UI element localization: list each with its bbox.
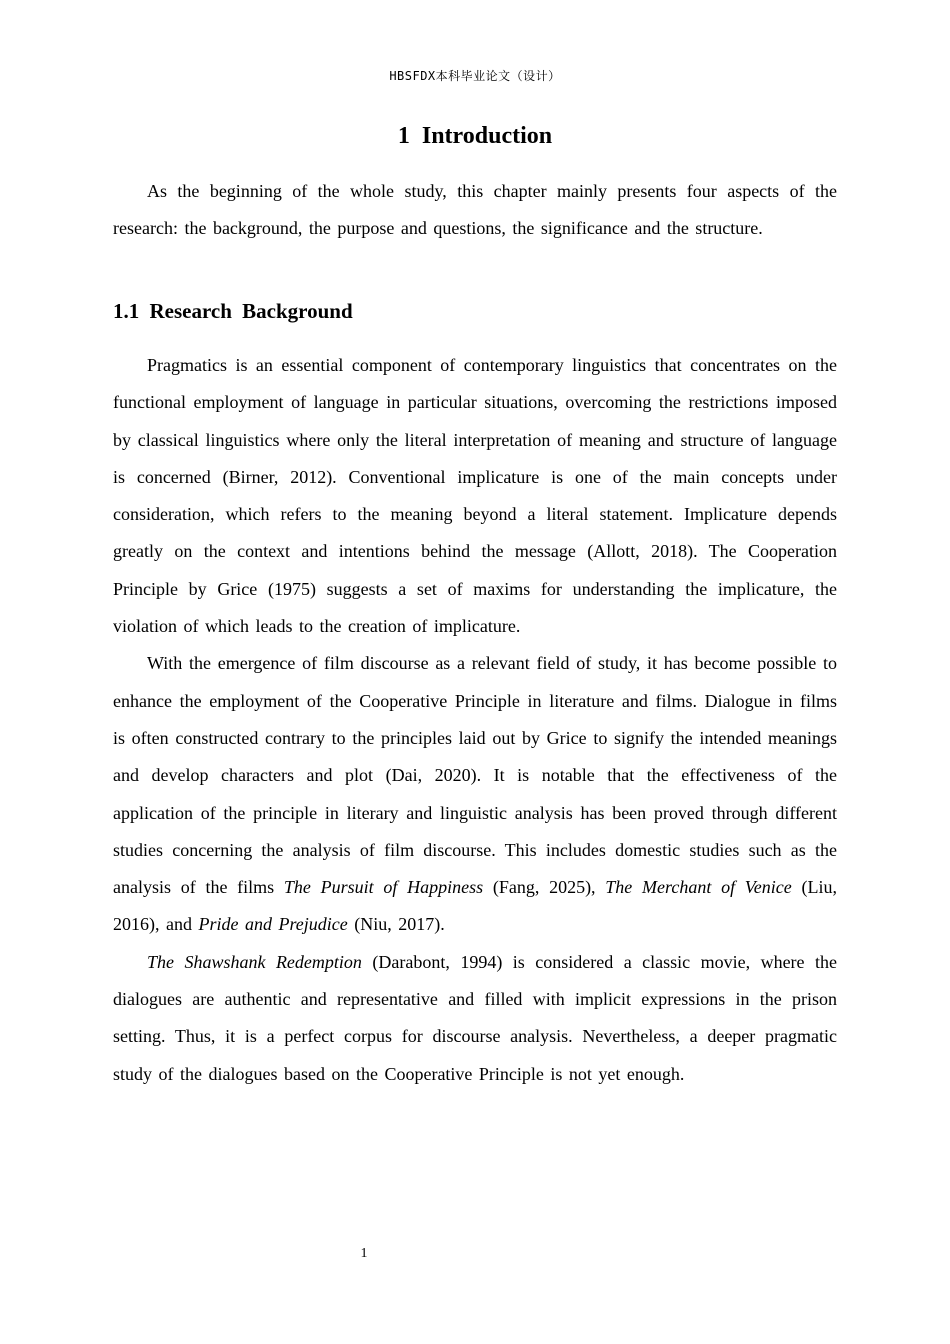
section-body: [113, 347, 837, 1093]
paragraph-text: (Darabont, 1994) is considered a classic movie, where the dialogues are authentic and representative and filled with implicit expressions in the prison setting. Thus, it is a perfect corpus for discourse analysis. Nevertheless, a deeper pragmatic study of the dialogues based on the Cooperative Principle is not yet enough.: [113, 951, 837, 1084]
body-paragraph-1: Pragmatics is an essential component of contemporary linguistics that concentrates on the functional employment of language in particular situations, overcoming the restrictions imposed by classical linguistics where only the literal interpretation of meaning and structure of language is concerned (Birner, 2012). Conventional implicature is one of the main concepts under consideration, which refers to the meaning beyond a literal statement. Implicature depends greatly on the context and intentions behind the message (Allott, 2018). The Cooperation Principle by Grice (1975) suggests a set of maxims for understanding the implicature, the violation of which leads to the creation of implicature.: [113, 355, 837, 637]
paragraph-text: (Fang, 2025),: [483, 877, 606, 898]
section-title: 1.1 Research Background: [113, 299, 353, 323]
film-title: The Merchant of Venice: [605, 877, 792, 898]
page-number: 1: [360, 1246, 368, 1261]
chapter-intro: [113, 173, 837, 248]
film-title: Pride and Prejudice: [198, 914, 348, 935]
body-paragraph-3: [113, 944, 837, 1093]
film-title: The Shawshank Redemption: [147, 951, 362, 972]
paragraph-text: (Niu, 2017).: [347, 914, 445, 935]
paragraph-text: (Liu, 2016), and: [113, 877, 838, 935]
body-paragraph-2: [113, 645, 837, 943]
paragraph-text: With the emergence of film discourse as a relevant field of study, it has become possible to enhance the employment of the Cooperative Principle in literature and films. Dialogue in films is often constructed contrary to the principles laid out by Grice to signify the intended meanings and develop characters and plot (Dai, 2020). It is notable that the effectiveness of the application of the principle in literary and linguistic analysis has been proved through different studies concerning the analysis of film discourse. This includes domestic studies such as the analysis of the films: [113, 653, 837, 898]
chapter-title: 1 Introduction: [397, 123, 553, 149]
running-header: HBSFDX本科毕业论文（设计）: [389, 69, 561, 83]
intro-paragraph: As the beginning of the whole study, this chapter mainly presents four aspects of the research: the background, the purpose and questions, the significance and the structure.: [113, 181, 837, 239]
film-title: The Pursuit of Happiness: [283, 877, 484, 898]
